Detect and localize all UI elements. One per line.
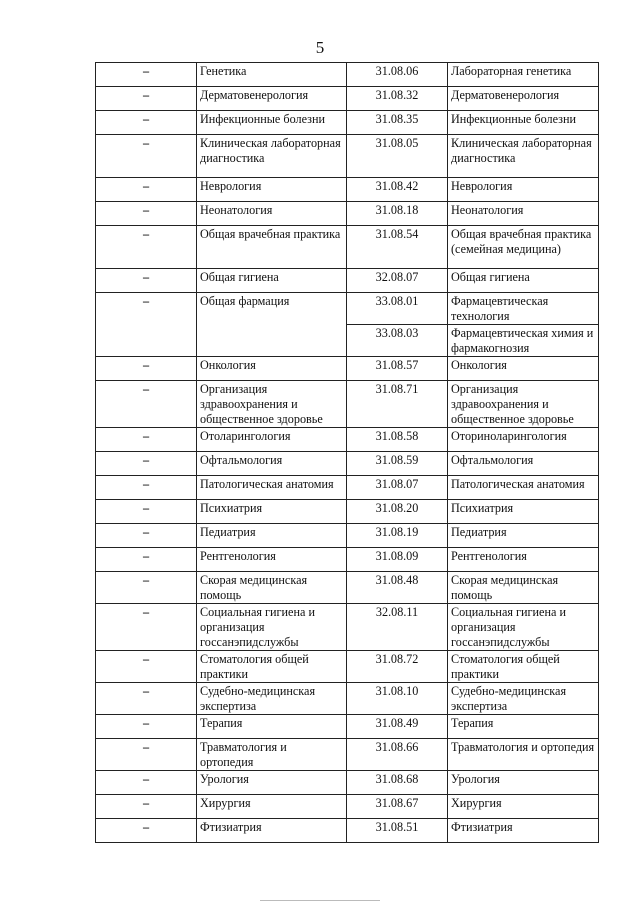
program-cell: Онкология bbox=[448, 357, 599, 381]
row-marker: – bbox=[96, 739, 197, 771]
code-cell: 33.08.01 bbox=[347, 293, 448, 325]
row-marker: – bbox=[96, 771, 197, 795]
code-cell: 31.08.20 bbox=[347, 500, 448, 524]
specialty-cell: Инфекционные болезни bbox=[197, 111, 347, 135]
code-cell: 31.08.07 bbox=[347, 476, 448, 500]
table-row bbox=[96, 819, 599, 843]
program-cell: Фармацевтическая технология bbox=[448, 293, 599, 325]
specialty-cell: Неонатология bbox=[197, 202, 347, 226]
table-row bbox=[96, 683, 599, 715]
specialties-table bbox=[95, 62, 599, 843]
table-row bbox=[96, 111, 599, 135]
specialty-cell: Скорая медицинская помощь bbox=[197, 572, 347, 604]
row-marker: – bbox=[96, 381, 197, 428]
row-marker: – bbox=[96, 500, 197, 524]
code-cell: 31.08.32 bbox=[347, 87, 448, 111]
row-marker: – bbox=[96, 651, 197, 683]
code-cell: 31.08.71 bbox=[347, 381, 448, 428]
code-cell: 31.08.18 bbox=[347, 202, 448, 226]
table-row bbox=[96, 476, 599, 500]
specialty-cell: Генетика bbox=[197, 63, 347, 87]
code-cell: 31.08.72 bbox=[347, 651, 448, 683]
code-cell: 31.08.06 bbox=[347, 63, 448, 87]
row-marker: – bbox=[96, 178, 197, 202]
specialty-cell: Общая гигиена bbox=[197, 269, 347, 293]
program-cell: Травматология и ортопедия bbox=[448, 739, 599, 771]
program-cell: Скорая медицинская помощь bbox=[448, 572, 599, 604]
program-cell: Оториноларингология bbox=[448, 428, 599, 452]
program-cell: Инфекционные болезни bbox=[448, 111, 599, 135]
code-cell: 31.08.57 bbox=[347, 357, 448, 381]
table-row bbox=[96, 269, 599, 293]
program-cell: Неврология bbox=[448, 178, 599, 202]
row-marker: – bbox=[96, 135, 197, 178]
row-marker: – bbox=[96, 428, 197, 452]
program-cell: Организация здравоохранения и общественное здоровье bbox=[448, 381, 599, 428]
code-cell: 31.08.51 bbox=[347, 819, 448, 843]
code-cell: 31.08.58 bbox=[347, 428, 448, 452]
specialty-cell: Неврология bbox=[197, 178, 347, 202]
row-marker: – bbox=[96, 819, 197, 843]
specialty-cell: Хирургия bbox=[197, 795, 347, 819]
table-row bbox=[96, 428, 599, 452]
program-cell: Урология bbox=[448, 771, 599, 795]
program-cell: Фармацевтическая химия и фармакогнозия bbox=[448, 325, 599, 357]
code-cell: 33.08.03 bbox=[347, 325, 448, 357]
program-cell: Лабораторная генетика bbox=[448, 63, 599, 87]
program-cell: Неонатология bbox=[448, 202, 599, 226]
program-cell: Стоматология общей практики bbox=[448, 651, 599, 683]
specialty-cell: Клиническая лабораторная диагностика bbox=[197, 135, 347, 178]
specialty-cell: Общая фармация bbox=[197, 293, 347, 357]
code-cell: 31.08.19 bbox=[347, 524, 448, 548]
table-row bbox=[96, 357, 599, 381]
code-cell: 32.08.11 bbox=[347, 604, 448, 651]
program-cell: Хирургия bbox=[448, 795, 599, 819]
bottom-rule bbox=[260, 900, 380, 901]
row-marker: – bbox=[96, 572, 197, 604]
table-row bbox=[96, 226, 599, 269]
code-cell: 31.08.54 bbox=[347, 226, 448, 269]
table-row bbox=[96, 202, 599, 226]
specialty-cell: Урология bbox=[197, 771, 347, 795]
row-marker: – bbox=[96, 548, 197, 572]
code-cell: 32.08.07 bbox=[347, 269, 448, 293]
table-row bbox=[96, 651, 599, 683]
table-row bbox=[96, 572, 599, 604]
specialty-cell: Терапия bbox=[197, 715, 347, 739]
table-row bbox=[96, 135, 599, 178]
code-cell: 31.08.05 bbox=[347, 135, 448, 178]
code-cell: 31.08.48 bbox=[347, 572, 448, 604]
program-cell: Фтизиатрия bbox=[448, 819, 599, 843]
program-cell: Рентгенология bbox=[448, 548, 599, 572]
specialty-cell: Онкология bbox=[197, 357, 347, 381]
program-cell: Клиническая лабораторная диагностика bbox=[448, 135, 599, 178]
table-row bbox=[96, 771, 599, 795]
row-marker: – bbox=[96, 795, 197, 819]
specialty-cell: Судебно-медицинская экспертиза bbox=[197, 683, 347, 715]
table-row bbox=[96, 63, 599, 87]
program-cell: Социальная гигиена и организация госсанэпидслужбы bbox=[448, 604, 599, 651]
program-cell: Педиатрия bbox=[448, 524, 599, 548]
row-marker: – bbox=[96, 87, 197, 111]
specialty-cell: Психиатрия bbox=[197, 500, 347, 524]
row-marker: – bbox=[96, 604, 197, 651]
code-cell: 31.08.68 bbox=[347, 771, 448, 795]
table-row bbox=[96, 604, 599, 651]
table-row bbox=[96, 715, 599, 739]
specialty-cell: Травматология и ортопедия bbox=[197, 739, 347, 771]
code-cell: 31.08.35 bbox=[347, 111, 448, 135]
table-row bbox=[96, 795, 599, 819]
code-cell: 31.08.66 bbox=[347, 739, 448, 771]
table-row bbox=[96, 178, 599, 202]
table-row bbox=[96, 87, 599, 111]
table-row bbox=[96, 739, 599, 771]
specialty-cell: Рентгенология bbox=[197, 548, 347, 572]
program-cell: Общая врачебная практика (семейная медицина) bbox=[448, 226, 599, 269]
code-cell: 31.08.10 bbox=[347, 683, 448, 715]
specialty-cell: Офтальмология bbox=[197, 452, 347, 476]
specialty-cell: Организация здравоохранения и общественное здоровье bbox=[197, 381, 347, 428]
program-cell: Общая гигиена bbox=[448, 269, 599, 293]
specialty-cell: Общая врачебная практика bbox=[197, 226, 347, 269]
program-cell: Патологическая анатомия bbox=[448, 476, 599, 500]
code-cell: 31.08.09 bbox=[347, 548, 448, 572]
specialty-cell: Фтизиатрия bbox=[197, 819, 347, 843]
row-marker: – bbox=[96, 683, 197, 715]
code-cell: 31.08.49 bbox=[347, 715, 448, 739]
row-marker: – bbox=[96, 357, 197, 381]
table-row bbox=[96, 293, 599, 325]
row-marker: – bbox=[96, 452, 197, 476]
table-row bbox=[96, 381, 599, 428]
specialty-cell: Социальная гигиена и организация госсанэпидслужбы bbox=[197, 604, 347, 651]
row-marker: – bbox=[96, 63, 197, 87]
program-cell: Дерматовенерология bbox=[448, 87, 599, 111]
row-marker: – bbox=[96, 293, 197, 357]
row-marker: – bbox=[96, 715, 197, 739]
program-cell: Офтальмология bbox=[448, 452, 599, 476]
program-cell: Судебно-медицинская экспертиза bbox=[448, 683, 599, 715]
row-marker: – bbox=[96, 269, 197, 293]
specialty-cell: Дерматовенерология bbox=[197, 87, 347, 111]
code-cell: 31.08.59 bbox=[347, 452, 448, 476]
specialty-cell: Патологическая анатомия bbox=[197, 476, 347, 500]
table-row bbox=[96, 524, 599, 548]
program-cell: Терапия bbox=[448, 715, 599, 739]
row-marker: – bbox=[96, 111, 197, 135]
specialty-cell: Стоматология общей практики bbox=[197, 651, 347, 683]
table-row bbox=[96, 452, 599, 476]
page-number: 5 bbox=[315, 38, 325, 57]
code-cell: 31.08.67 bbox=[347, 795, 448, 819]
row-marker: – bbox=[96, 226, 197, 269]
row-marker: – bbox=[96, 524, 197, 548]
program-cell: Психиатрия bbox=[448, 500, 599, 524]
specialty-cell: Педиатрия bbox=[197, 524, 347, 548]
row-marker: – bbox=[96, 476, 197, 500]
specialty-cell: Отоларингология bbox=[197, 428, 347, 452]
code-cell: 31.08.42 bbox=[347, 178, 448, 202]
table-row bbox=[96, 500, 599, 524]
table-row bbox=[96, 548, 599, 572]
row-marker: – bbox=[96, 202, 197, 226]
